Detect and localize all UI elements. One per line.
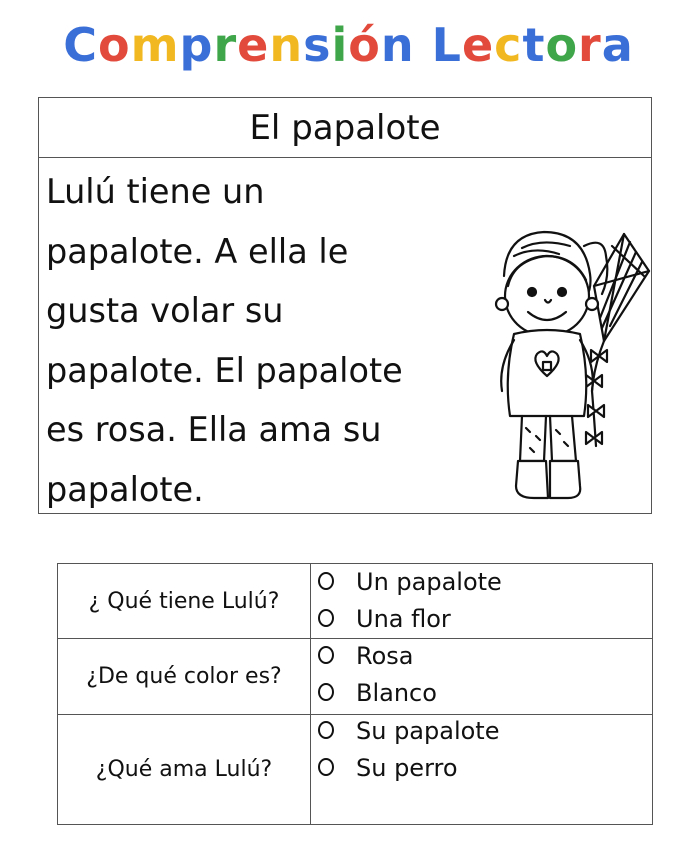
story-title: El papalote (39, 98, 651, 158)
story-box (38, 97, 652, 514)
radio-circle-icon[interactable] (318, 683, 334, 701)
story-line: papalote. El papalote (46, 350, 403, 390)
title-letter: s (303, 18, 332, 72)
story-line: gusta volar su (46, 291, 284, 330)
title-letter: r (578, 18, 602, 72)
story-line: Lulú tiene un (46, 172, 265, 211)
option-item[interactable]: Su perro (318, 754, 458, 782)
question-text: ¿ Qué tiene Lulú? (58, 564, 311, 638)
title-letter: c (494, 18, 523, 72)
title-letter: m (130, 18, 180, 72)
title-letter: o (97, 18, 131, 72)
title-letter: r (213, 18, 238, 72)
radio-circle-icon[interactable] (318, 572, 334, 590)
radio-circle-icon[interactable] (318, 721, 334, 739)
title-letter: e (461, 18, 495, 72)
title-letter: ó (348, 18, 381, 72)
title-letter: o (545, 18, 579, 72)
option-item[interactable]: Su papalote (318, 717, 499, 745)
question-text: ¿Qué ama Lulú? (58, 715, 311, 824)
title-letter: n (380, 18, 415, 72)
option-item[interactable]: Blanco (318, 679, 437, 707)
title-letter: t (522, 18, 546, 72)
story-line: papalote. A ella le (46, 231, 349, 271)
quiz-row (58, 639, 652, 715)
story-line: papalote. (46, 469, 204, 509)
title-letter: C (63, 18, 98, 72)
radio-circle-icon[interactable] (318, 646, 334, 664)
option-item[interactable]: Un papalote (318, 568, 502, 596)
radio-circle-icon[interactable] (318, 609, 334, 627)
quiz-row (58, 715, 652, 824)
story-text (46, 162, 446, 519)
title-letter: L (431, 18, 462, 72)
option-item[interactable]: Rosa (318, 642, 414, 670)
radio-circle-icon[interactable] (318, 758, 334, 776)
title-letter: e (237, 18, 270, 72)
title-letter: a (601, 18, 634, 72)
story-line: es rosa. Ella ama su (46, 410, 382, 449)
question-text: ¿De qué color es? (58, 639, 311, 714)
option-item[interactable]: Una flor (318, 605, 451, 633)
title-letter: i (331, 18, 349, 72)
quiz-row (58, 564, 652, 639)
quiz-table (57, 563, 653, 825)
title-letter (415, 6, 432, 84)
title-letter: n (269, 18, 304, 72)
girl-with-kite-icon (444, 216, 654, 506)
title-letter: p (179, 18, 214, 72)
page-title (0, 6, 697, 84)
